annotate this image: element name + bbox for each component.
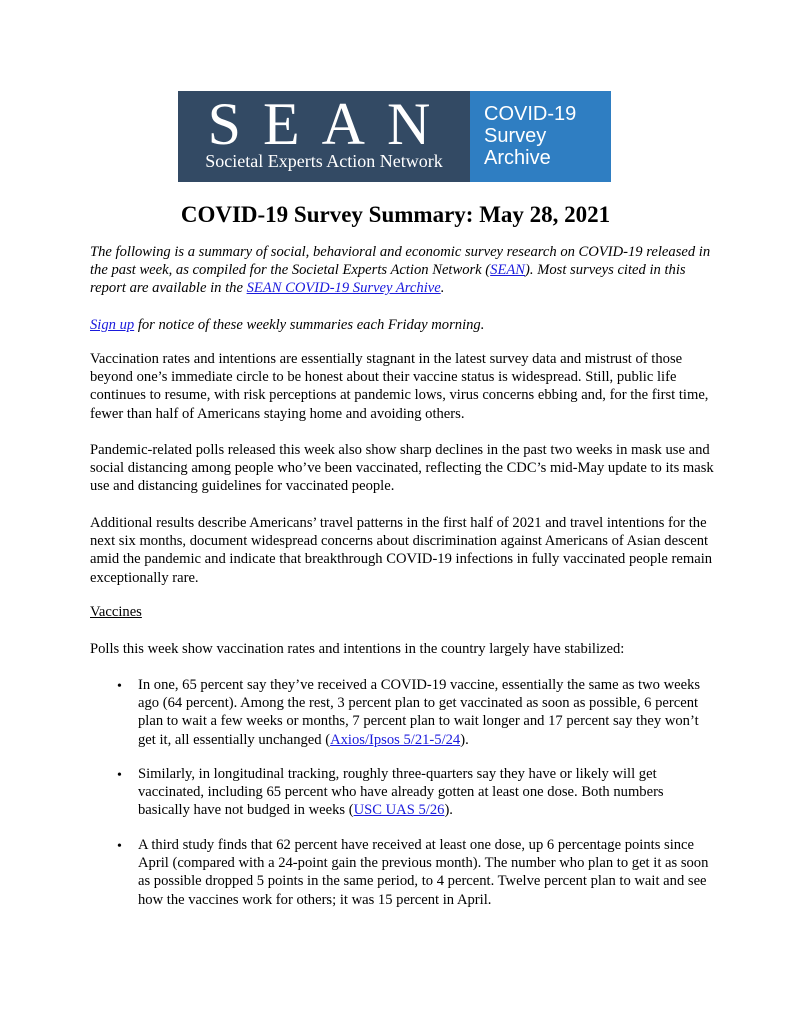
intro-paragraph [90, 243, 715, 298]
bullet-text: A third study finds that 62 percent have received at least one dose, up 6 percentage points since April (compared with a 24-point gain the previous month). The number who plan to get it as soon as possible dropped 5 points in the same period, to 4 percent. Twelve percent plan to wait and see how the vaccines work for others; it was 15 percent in April. [138, 837, 709, 908]
bullet-marker: • [117, 839, 122, 854]
bullet-item [138, 765, 715, 820]
intro-text: ). Most surveys cited in this report are available in the [90, 262, 686, 297]
intro-text: The following is a summary of social, behavioral and economic survey research on COVID-19 released in the past week, as compiled for the Societal Experts Action Network ( [90, 244, 711, 279]
section-intro: Polls this week show vaccination rates and intentions in the country largely have stabilized: [90, 641, 625, 657]
bullet-text-end: ). [444, 802, 453, 819]
body-paragraph: Pandemic-related polls released this week also show sharp declines in the past two weeks in mask use and social distancing among people who’ve been vaccinated, reflecting the CDC’s mid-May update to its mask use and distancing guidelines for vaccinated people. [90, 442, 714, 495]
bullet-marker: • [117, 679, 122, 694]
survey-archive-link[interactable]: SEAN COVID-19 Survey Archive [246, 280, 441, 297]
sean-link[interactable]: SEAN [490, 262, 526, 279]
logo-wordmark: SEAN [207, 91, 453, 157]
document-title: COVID-19 Survey Summary: May 28, 2021 [180, 202, 611, 227]
bullet-marker: • [117, 768, 122, 783]
axios-ipsos-link[interactable]: Axios/Ipsos 5/21-5/24 [330, 731, 461, 748]
archive-badge-line: COVID-19 [484, 103, 577, 125]
section-heading: Vaccines [90, 604, 142, 620]
archive-badge-line: Survey [484, 125, 547, 147]
sean-logo-banner [178, 91, 611, 182]
archive-badge [470, 91, 611, 182]
archive-badge-line: Archive [484, 147, 551, 169]
logo-full-name: Societal Experts Action Network [205, 151, 443, 171]
body-paragraph: Vaccination rates and intentions are essentially stagnant in the latest survey data and mistrust of those beyond one’s immediate circle to be honest about their vaccine status is widespread. Still, public life continues to resume, with risk perceptions at pandemic lows, virus concerns ebbing and, for the first time, fewer than half of Americans staying home and avoiding others. [90, 351, 709, 422]
bullet-text: Similarly, in longitudinal tracking, roughly three-quarters say they have or likely will get vaccinated, including 65 percent who have already gotten at least one dose. Both numbers basically have not budged in weeks ( [138, 766, 664, 819]
bullet-text: In one, 65 percent say they’ve received a COVID-19 vaccine, essentially the same as two weeks ago (64 percent). Among the rest, 3 percent plan to get vaccinated as soon as possible, 6 percent plan to wait a few weeks or months, 7 percent plan to wait longer and 17 percent say they won’t get it, all essentially unchanged ( [138, 677, 701, 748]
body-paragraph: Additional results describe Americans’ travel patterns in the first half of 2021 and travel intentions for the next six months, document widespread concerns about discrimination against Americans of Asian descent amid the pandemic and indicate that breakthrough COVID-19 infections in fully vaccinated people remain exceptionally rare. [90, 515, 713, 586]
sean-logo [178, 91, 470, 182]
sign-up-link[interactable]: Sign up [90, 317, 135, 333]
usc-uas-link[interactable]: USC UAS 5/26 [353, 802, 445, 819]
intro-text: . [440, 280, 445, 297]
signup-paragraph [90, 316, 715, 334]
bullet-text-end: ). [460, 731, 469, 748]
signup-text: for notice of these weekly summaries each Friday morning. [134, 317, 485, 333]
bullet-item [138, 676, 715, 749]
bullet-item [138, 836, 715, 909]
